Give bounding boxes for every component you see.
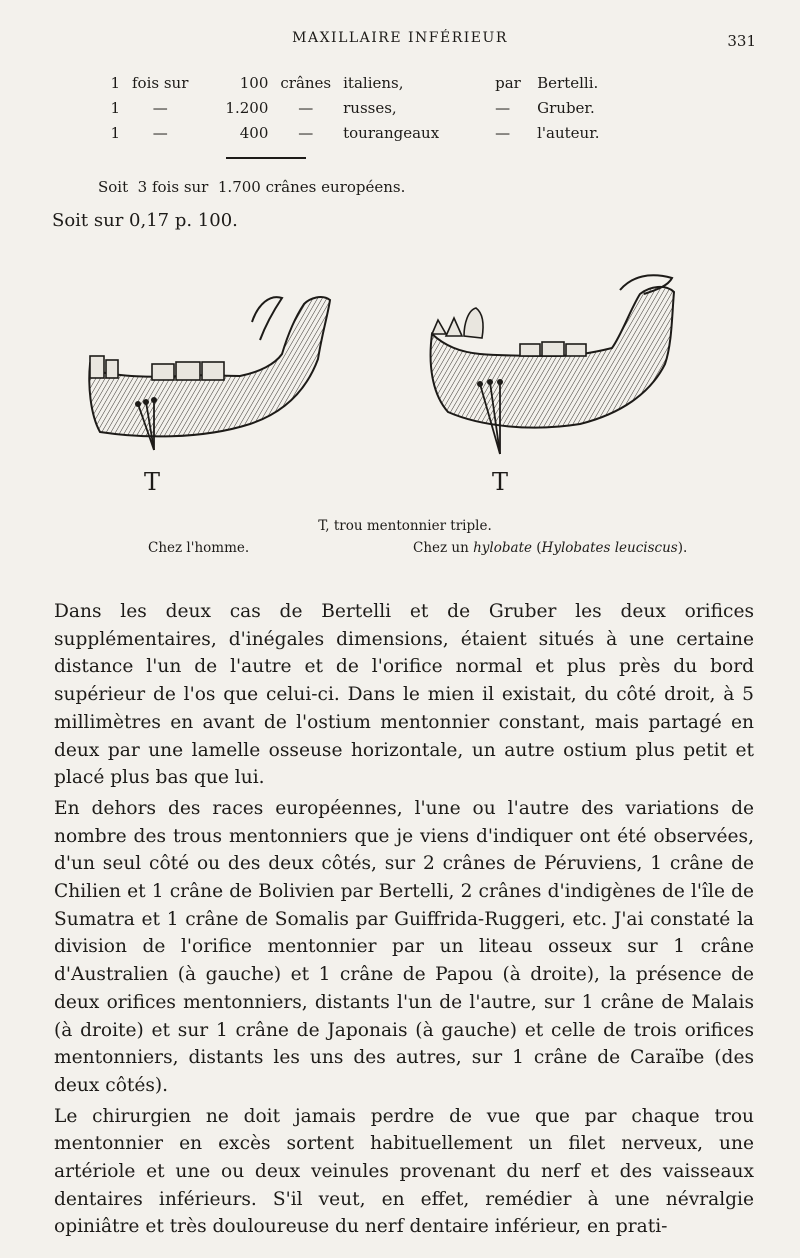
body-text [54, 598, 754, 1241]
stats-author: Bertelli. [537, 73, 599, 92]
subcaption-paren-close: ). [677, 540, 688, 556]
stats-number: 400 [239, 123, 269, 142]
stats-par: — [495, 98, 511, 117]
figure-subcaption-left: Chez l'homme. [148, 540, 250, 556]
subcaption-species: Hylobates leuciscus [541, 540, 678, 556]
stats-par: par [495, 73, 521, 92]
stats-row [92, 70, 623, 95]
statistics-table [92, 70, 623, 199]
stats-fois: fois sur [132, 73, 189, 92]
running-title: MAXILLAIRE INFÉRIEUR [292, 30, 508, 46]
stats-group: tourangeaux [343, 123, 440, 142]
stats-author: l'auteur. [537, 123, 600, 142]
sum-rule-row [92, 145, 623, 170]
page-number: 331 [727, 32, 756, 50]
stats-cranes: crânes [280, 73, 332, 92]
mandible-illustration [60, 264, 750, 514]
stats-author: Gruber. [537, 98, 595, 117]
paragraph-3: Le chirurgien ne doit jamais perdre de vue que par chaque trou mentonnier en excès sortent habituellement un filet nerveux, une artériole et une ou deux veinules provenant du nerf et des vaisseaux dentaires inférieurs. S'il veut, en effet, remédier à une névralgie opiniâtre et très douloureuse du nerf dentaire inférieur, en prati- [54, 1105, 754, 1238]
stats-row [92, 120, 623, 145]
stats-cranes: — [298, 123, 314, 142]
stats-count: 1 [110, 123, 120, 142]
mandible-figure [60, 264, 750, 576]
stats-count: 1 [110, 98, 120, 117]
human-mandible-drawing [89, 297, 330, 450]
paragraph-2: En dehors des races européennes, l'une ou l'autre des variations de nombre des trous mentonniers que je viens d'indiquer ont été observées, d'un seul côté ou des deux côtés, sur 2 crânes de Péruviens, 1 crâne de Chilien et 1 crâne de Bolivien par Bertelli, 2 crânes d'indigènes de l'île de Sumatra et 1 crâne de Somalis par Guiffrida-Ruggeri, etc. J'ai constaté la division de l'orifice mentonnier par un liteau osseux sur 1 crâne d'Australien (à gauche) et 1 crâne de Papou (à droite), la présence de deux orifices mentonniers, distants l'un de l'autre, sur 1 crâne de Malais (à droite) et sur 1 crâne de Japonais (à gauche) et celle de trois orifices mentonniers, distants les uns des autres, sur 1 crâne de Caraïbe (des deux côtés). [54, 797, 754, 1096]
hylobate-mandible-drawing [431, 275, 674, 454]
stats-number: 1.200 [225, 98, 269, 117]
figure-label-right: T [491, 468, 509, 496]
figure-subcaption-right [413, 540, 687, 556]
ratio-line: Soit sur 0,17 p. 100. [52, 210, 238, 231]
running-head [0, 30, 800, 54]
stats-fois: — [152, 123, 168, 142]
subcaption-prefix: Chez un [413, 540, 474, 556]
subcaption-genus: hylobate [473, 540, 532, 556]
figure-caption: T, trou mentonnier triple. [318, 518, 492, 534]
stats-number: 100 [239, 73, 269, 92]
stats-row [92, 95, 623, 120]
stats-total-row [92, 170, 623, 199]
stats-cranes: — [298, 98, 314, 117]
stats-group: russes, [343, 98, 397, 117]
stats-total: Soit 3 fois sur 1.700 crânes européens. [98, 177, 406, 196]
figure-label-left: T [143, 468, 161, 496]
subcaption-paren-open: ( [531, 540, 542, 556]
stats-group: italiens, [343, 73, 404, 92]
stats-fois: — [152, 98, 168, 117]
paragraph-1: Dans les deux cas de Bertelli et de Gruber les deux orifices supplémentaires, d'inégales dimensions, étaient situés à une certaine distance l'un de l'autre et de l'orifice normal et plus près du bord supérieur de l'os que celui-ci. Dans le mien il existait, du côté droit, à 5 millimètres en avant de l'ostium mentonnier constant, mais partagé en deux par une lamelle osseuse horizontale, un autre ostium plus petit et placé plus bas que lui. [54, 601, 754, 789]
stats-par: — [495, 123, 511, 142]
stats-count: 1 [110, 73, 120, 92]
sum-rule [226, 157, 306, 159]
